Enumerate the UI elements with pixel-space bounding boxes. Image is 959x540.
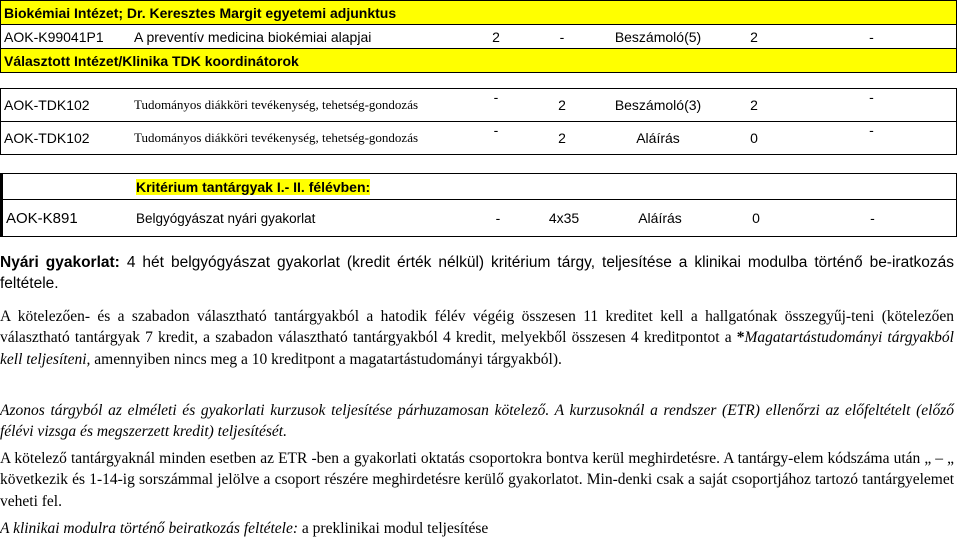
tdk-exam: Beszámoló(3) [595,89,721,122]
tdk-c1: - [463,89,529,122]
tdk-credit: 2 [721,89,787,122]
credits-text-end: amennyiben nincs meg a 10 kreditpont a magatartástudományi tárgyakból). [90,350,562,368]
tdk-c2: 2 [529,122,595,155]
table-row [1,25,957,49]
tdk-c1: - [463,122,529,155]
groups-text: A kötelező tantárgyaknál minden esetben az ETR -ben a gyakorlati oktatás csoportokra bontva kerül meghirdetésre. A tantárgy-elem kódszáma után „ – „ következik és 1-14-ig sorszámmal jelölve a csoport részére meghirdetésre kerülő gyakorlatot. Min-denki csak a saját csoportjához tartozó tantárgyelemet veheti fel. [0,450,954,510]
credits-italic: Magatartástudományi tárgyakból kell teljesíteni, [0,329,954,368]
clinical-module-label: A klinikai modulra történő beiratkozás feltétele: [0,520,299,537]
prerequisite-paragraph [0,400,954,443]
summer-practice-label: Nyári gyakorlat: [0,254,120,271]
criterion-exam: Aláírás [597,200,723,237]
criterion-table [0,173,957,237]
tdk-c2: 2 [529,89,595,122]
credits-text: A kötelezően- és a szabadon választható tantárgyakból a hatodik félév végéig összesen 11 kreditet kell a hallgatónak összegyűj-teni (kötelezően választható tantárgyak 7 kredit, a szabadon választható tantárgyakból 4 kredit, melyekből összesen 4 kreditpontot a [0,308,954,347]
table-row [1,122,957,155]
tdk-table [0,88,957,155]
tdk-c5: - [787,89,957,122]
summer-practice-text: 4 hét belgyógyászat gyakorlat (kredit érték nélkül) kritérium tárgy, teljesítése a klinikai modulba történő be-iratkozás feltétele. [0,254,954,293]
summer-practice-paragraph [0,252,954,295]
criterion-header [133,174,957,200]
credits-star: * [736,329,745,347]
table-row [2,200,957,237]
criterion-c2: 4x35 [531,200,597,237]
section-header [1,49,957,73]
course-name: A preventív medicina biokémiai alapjai [131,25,463,49]
tdk-exam: Aláírás [595,122,721,155]
tdk-code: AOK-TDK102 [1,122,132,155]
criterion-code: AOK-K891 [2,200,134,237]
course-c1: 2 [463,25,529,49]
institute-header [1,1,957,25]
section-title: Választott Intézet/Klinika TDK koordinátorok [4,52,299,69]
prerequisite-text: Azonos tárgyból az elméleti és gyakorlati kurzusok teljesítése párhuzamosan kötelező. A kurzusoknál a rendszer (ETR) ellenőrzi az előfeltételt (előző félévi vizsga és megszerzett kredit) teljesítését. [0,402,954,441]
criterion-c1: - [465,200,531,237]
criterion-credit: 0 [723,200,789,237]
course-credit: 2 [721,25,787,49]
course-c2: - [529,25,595,49]
tdk-name: Tudományos diákköri tevékenység, tehetség-gondozás [131,89,463,122]
clinical-module-text: a preklinikai modul teljesítése [298,520,489,537]
tdk-name: Tudományos diákköri tevékenység, tehetség-gondozás [131,122,463,155]
course-table-1 [0,0,957,73]
institute-title: Biokémiai Intézet; Dr. Keresztes Margit egyetemi adjunktus [4,4,397,21]
criterion-name: Belgyógyászat nyári gyakorlat [133,200,465,237]
tdk-credit: 0 [721,122,787,155]
tdk-c5: - [787,122,957,155]
course-exam: Beszámoló(5) [595,25,721,49]
clinical-module-paragraph [0,518,954,539]
criterion-c5: - [789,200,957,237]
criterion-title: Kritérium tantárgyak I.- II. félévben: [136,178,371,195]
course-c5: - [787,25,957,49]
groups-paragraph [0,448,954,512]
course-code: AOK-K99041P1 [1,25,132,49]
tdk-code: AOK-TDK102 [1,89,132,122]
table-row [1,89,957,122]
credits-paragraph [0,306,954,370]
